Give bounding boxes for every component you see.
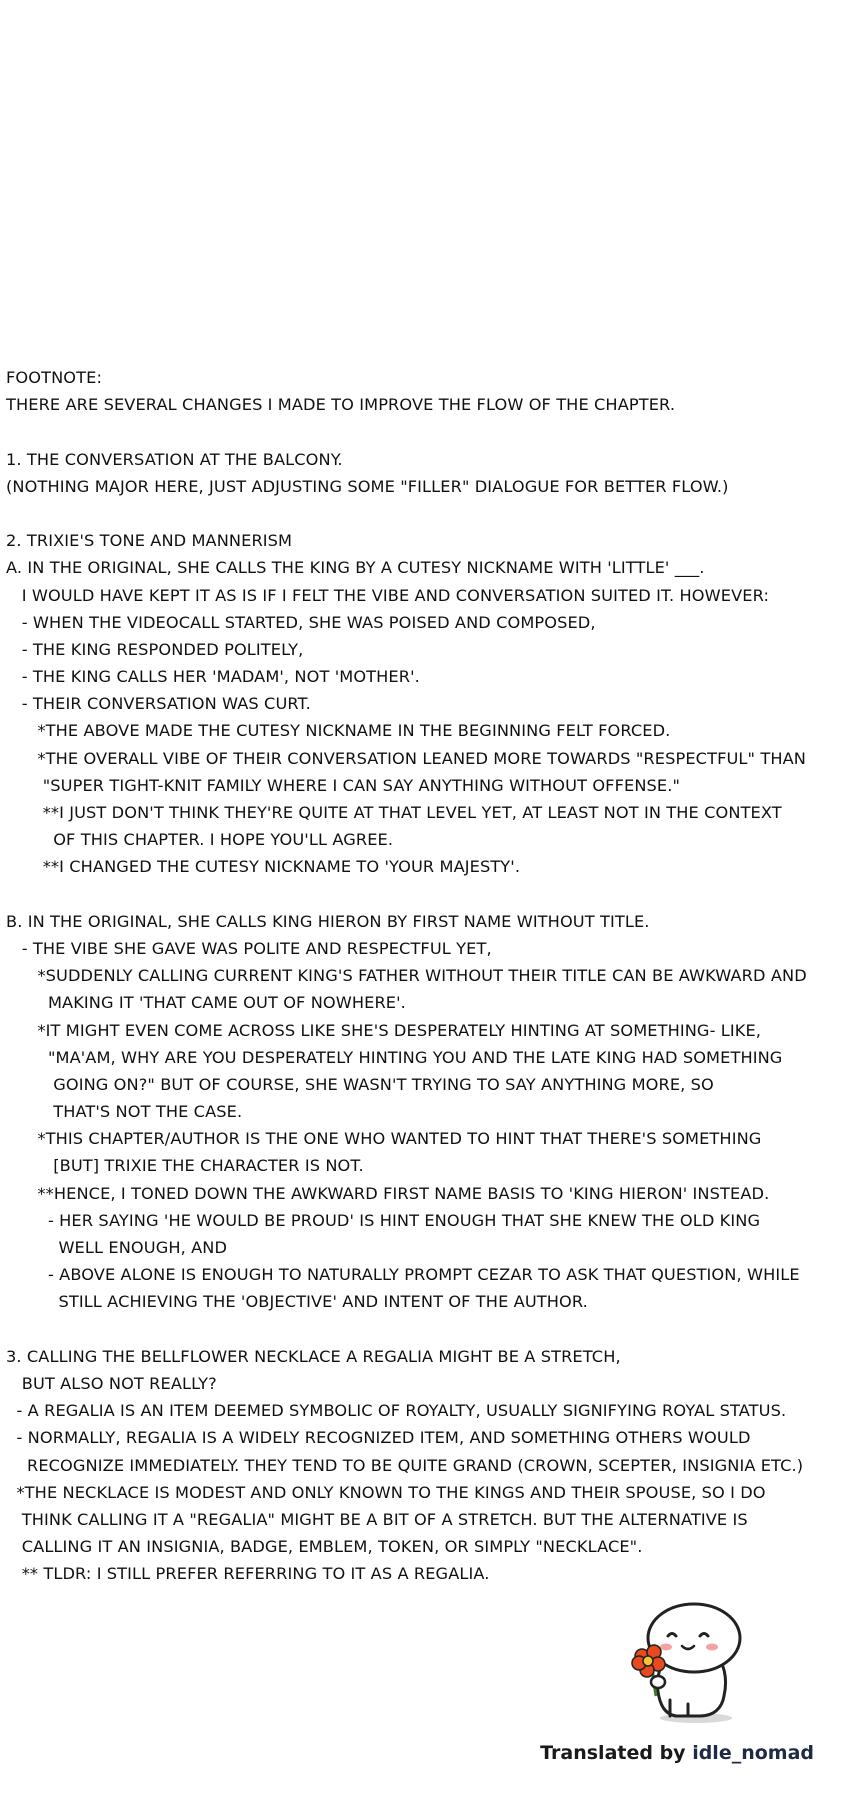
footnote-line [6, 1316, 846, 1343]
footnote-line: THERE ARE SEVERAL CHANGES I MADE TO IMPROVE THE FLOW OF THE CHAPTER. [6, 395, 676, 415]
footnote-line: *SUDDENLY CALLING CURRENT KING'S FATHER WITHOUT THEIR TITLE CAN BE AWKWARD AND [6, 966, 807, 986]
footnote-line: - A REGALIA IS AN ITEM DEEMED SYMBOLIC OF ROYALTY, USUALLY SIGNIFYING ROYAL STATUS. [6, 1401, 787, 1421]
translator-credit [540, 1742, 814, 1764]
footnote-line: 1. THE CONVERSATION AT THE BALCONY. [6, 449, 343, 469]
footnote-line: BUT ALSO NOT REALLY? [6, 1373, 217, 1393]
footnote-line: **I CHANGED THE CUTESY NICKNAME TO 'YOUR MAJESTY'. [6, 857, 521, 877]
footnote-line: ** TLDR: I STILL PREFER REFERRING TO IT AS A REGALIA. [6, 1564, 490, 1584]
footnote-line: **I JUST DON'T THINK THEY'RE QUITE AT THAT LEVEL YET, AT LEAST NOT IN THE CONTEXT [6, 803, 782, 822]
footnote-line: *THE ABOVE MADE THE CUTESY NICKNAME IN THE BEGINNING FELT FORCED. [6, 721, 671, 741]
footnote-line: - THE VIBE SHE GAVE WAS POLITE AND RESPECTFUL YET, [6, 938, 492, 958]
footnote-line: *THE NECKLACE IS MODEST AND ONLY KNOWN TO THE KINGS AND THEIR SPOUSE, SO I DO [6, 1482, 766, 1502]
footnote-line: - THEIR CONVERSATION WAS CURT. [6, 694, 311, 714]
footnote-line: 3. CALLING THE BELLFLOWER NECKLACE A REGALIA MIGHT BE A STRETCH, [6, 1346, 621, 1366]
mascot-with-flower-icon [628, 1600, 758, 1730]
footnote-line: "SUPER TIGHT-KNIT FAMILY WHERE I CAN SAY ANYTHING WITHOUT OFFENSE." [6, 775, 681, 795]
footnote-line: THAT'S NOT THE CASE. [6, 1102, 243, 1122]
footnote-line [6, 418, 846, 445]
footnote-line: *THIS CHAPTER/AUTHOR IS THE ONE WHO WANTED TO HINT THAT THERE'S SOMETHING [6, 1129, 762, 1149]
footnote-line: - ABOVE ALONE IS ENOUGH TO NATURALLY PROMPT CEZAR TO ASK THAT QUESTION, WHILE [6, 1265, 800, 1285]
footnote-line: I WOULD HAVE KEPT IT AS IS IF I FELT THE VIBE AND CONVERSATION SUITED IT. HOWEVER: [6, 585, 769, 605]
footnote-line: FOOTNOTE: [6, 368, 103, 387]
footnote-line: - THE KING CALLS HER 'MADAM', NOT 'MOTHER'. [6, 667, 420, 687]
footnote-line: (NOTHING MAJOR HERE, JUST ADJUSTING SOME "FILLER" DIALOGUE FOR BETTER FLOW.) [6, 476, 729, 496]
footnote-line: STILL ACHIEVING THE 'OBJECTIVE' AND INTENT OF THE AUTHOR. [6, 1292, 588, 1312]
footnote-line: THINK CALLING IT A "REGALIA" MIGHT BE A BIT OF A STRETCH. BUT THE ALTERNATIVE IS [6, 1509, 748, 1529]
translator-name: idle_nomad [692, 1742, 814, 1764]
footnote-line: CALLING IT AN INSIGNIA, BADGE, EMBLEM, TOKEN, OR SIMPLY "NECKLACE". [6, 1537, 643, 1557]
footnote-line [6, 881, 846, 908]
footnote-line: "MA'AM, WHY ARE YOU DESPERATELY HINTING YOU AND THE LATE KING HAD SOMETHING [6, 1047, 783, 1067]
credit-prefix: Translated by [540, 1742, 693, 1764]
footnote-line: - NORMALLY, REGALIA IS A WIDELY RECOGNIZED ITEM, AND SOMETHING OTHERS WOULD [6, 1428, 751, 1448]
footnote-line: - WHEN THE VIDEOCALL STARTED, SHE WAS POISED AND COMPOSED, [6, 612, 596, 632]
footnote-line: 2. TRIXIE'S TONE AND MANNERISM [6, 531, 293, 551]
footnote-line: [BUT] TRIXIE THE CHARACTER IS NOT. [6, 1156, 364, 1176]
footnote-line: RECOGNIZE IMMEDIATELY. THEY TEND TO BE QUITE GRAND (CROWN, SCEPTER, INSIGNIA ETC.) [6, 1455, 804, 1475]
footnote-line: *IT MIGHT EVEN COME ACROSS LIKE SHE'S DESPERATELY HINTING AT SOMETHING- LIKE, [6, 1020, 762, 1040]
footnote-line: *THE OVERALL VIBE OF THEIR CONVERSATION LEANED MORE TOWARDS "RESPECTFUL" THAN [6, 748, 806, 768]
footnote-line: A. IN THE ORIGINAL, SHE CALLS THE KING BY A CUTESY NICKNAME WITH 'LITTLE' ___. [6, 558, 705, 578]
footnote-line: - THE KING RESPONDED POLITELY, [6, 639, 304, 659]
footnote-line: GOING ON?" BUT OF COURSE, SHE WASN'T TRYING TO SAY ANYTHING MORE, SO [6, 1074, 714, 1094]
footnote-line: - HER SAYING 'HE WOULD BE PROUD' IS HINT ENOUGH THAT SHE KNEW THE OLD KING [6, 1210, 761, 1230]
footnote-line: WELL ENOUGH, AND [6, 1238, 228, 1257]
footnote-line: MAKING IT 'THAT CAME OUT OF NOWHERE'. [6, 993, 406, 1013]
footnote-line: OF THIS CHAPTER. I HOPE YOU'LL AGREE. [6, 830, 394, 850]
footnote-line: **HENCE, I TONED DOWN THE AWKWARD FIRST NAME BASIS TO 'KING HIERON' INSTEAD. [6, 1183, 770, 1203]
footnote-line: B. IN THE ORIGINAL, SHE CALLS KING HIERON BY FIRST NAME WITHOUT TITLE. [6, 911, 650, 931]
footnote-line [6, 500, 846, 527]
footnote-body [6, 364, 846, 1587]
